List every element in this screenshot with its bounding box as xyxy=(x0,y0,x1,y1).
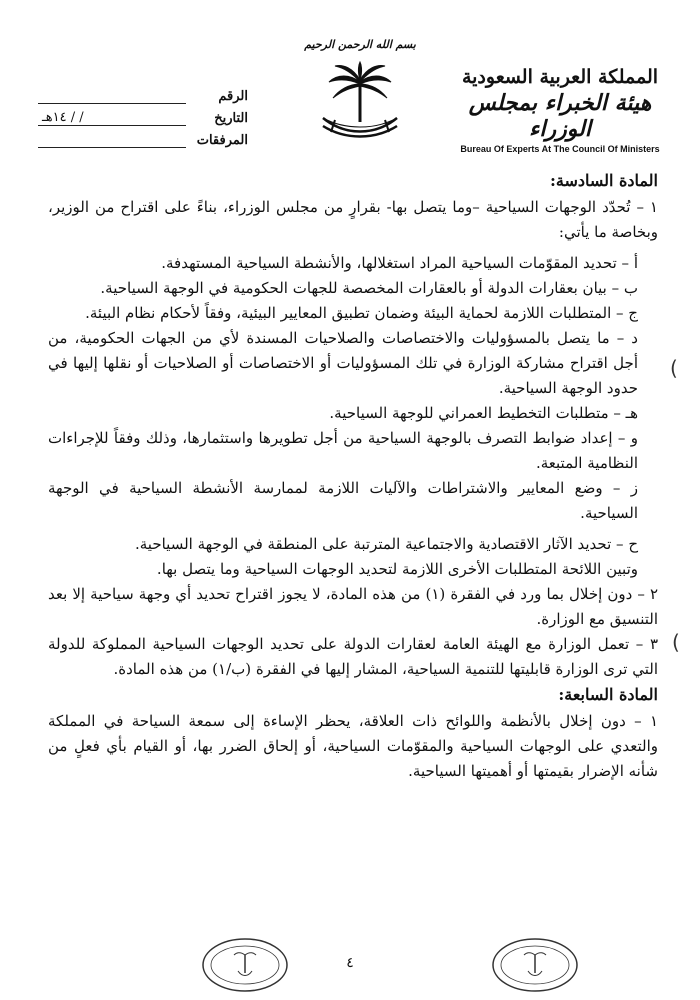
reference-fields xyxy=(38,82,248,148)
article-7-paragraph-1: ١ – دون إخلال بالأنظمة واللوائح ذات العلاقة، يحظر الإساءة إلى سمعة السياحة في المملكة والتعدي على الوجهات السياحية والمقوّمات السياحية، أو إلحاق الضرر بها، أو القيام بأي فعلٍ من شأنه الإضرار بقيمتها أو أهميتها السياحية. xyxy=(48,712,658,780)
date-value: / / ١٤هـ xyxy=(42,110,84,125)
article-6-item-a: أ – تحديد المقوّمات السياحية المراد استغلالها، والأنشطة السياحية المستهدفة. xyxy=(161,254,638,272)
article-6-paragraph-1 xyxy=(48,195,658,245)
attachments-line xyxy=(38,133,186,148)
article-6-heading: المادة السادسة: xyxy=(549,171,658,190)
attachments-row xyxy=(38,126,248,148)
article-6-paragraph-2: ٢ – دون إخلال بما ورد في الفقرة (١) من هذه المادة، لا يجوز اقتراح تحديد أي وجهة سياحية إلا بعد التنسيق مع الوزارة. xyxy=(48,585,658,628)
ref-number-line xyxy=(38,89,186,104)
attachments-label: المرفقات xyxy=(196,133,248,148)
article-6-item-d: د – ما يتصل بالمسؤوليات والاختصاصات والصلاحيات المسندة لأي من الجهات الحكومية، من أجل اقتراح مشاركة الوزارة في تلك المسؤوليات أو الاختصاصات أو الصلاحيات أو نقلها إليها في حدود الوجهة السياحية. xyxy=(48,329,638,397)
bureau-name-arabic: هيئة الخبراء بمجلس الوزراء xyxy=(468,90,652,142)
margin-hole-mark-icon: ( xyxy=(670,356,678,380)
date-row xyxy=(38,104,248,126)
basmala-calligraphy: بسم الله الرحمن الرحيم xyxy=(304,38,416,51)
ref-number-row xyxy=(38,82,248,104)
document-body xyxy=(48,168,658,784)
article-6-item-h: ح – تحديد الآثار الاقتصادية والاجتماعية المترتبة على المنطقة في الوجهة السياحية. xyxy=(135,535,638,553)
date-line xyxy=(38,111,186,126)
article-6-p1-number: ١ – xyxy=(636,198,658,216)
article-6-item-f: و – إعداد ضوابط التصرف بالوجهة السياحية من أجل تطويرها واستثمارها، وذلك وفقاً للإجراءات النظامية المتبعة. xyxy=(48,429,638,472)
article-6-item-c: ج – المتطلبات اللازمة لحماية البيئة وضمان تطبيق المعايير البيئية، وفقاً لأحكام نظام البيئة. xyxy=(85,304,638,322)
article-6-closing: وتبين اللائحة المتطلبات الأخرى اللازمة لتحديد الوجهات السياحية وما يتصل بها. xyxy=(156,560,638,578)
date-label: التاريخ xyxy=(214,111,248,126)
bureau-name-english: Bureau Of Experts At The Council Of Ministers xyxy=(460,144,660,154)
article-6-item-e: هـ – متطلبات التخطيط العمراني للوجهة السياحية. xyxy=(329,404,638,422)
organization-header xyxy=(460,66,660,154)
page-number: ٤ xyxy=(346,955,354,971)
article-6-paragraph-3: ٣ – تعمل الوزارة مع الهيئة العامة لعقارات الدولة على تحديد الوجهات السياحية المملوكة للدولة التي ترى الوزارة قابليتها للتنمية السياحية، المشار إليها في الفقرة (ب/١) من هذه المادة. xyxy=(48,635,658,678)
article-6-p1-text: تُحدّد الوجهات السياحية –وما يتصل بها- بقرارٍ من مجلس الوزراء، بناءً على اقتراح من الوزير، وبخاصة ما يأتي: xyxy=(48,198,658,241)
ref-number-label: الرقم xyxy=(218,89,248,104)
article-7-heading: المادة السابعة: xyxy=(558,685,658,704)
article-6-item-b: ب – بيان بعقارات الدولة أو بالعقارات المخصصة للجهات الحكومية في الوجهة السياحية. xyxy=(100,279,638,297)
article-6-item-g: ز – وضع المعايير والاشتراطات والآليات اللازمة لممارسة الأنشطة السياحية في الوجهة السياحية. xyxy=(48,479,638,522)
kingdom-name: المملكة العربية السعودية xyxy=(461,66,659,88)
palm-swords-emblem-icon xyxy=(315,60,405,142)
margin-hole-mark-icon: ( xyxy=(672,630,680,654)
